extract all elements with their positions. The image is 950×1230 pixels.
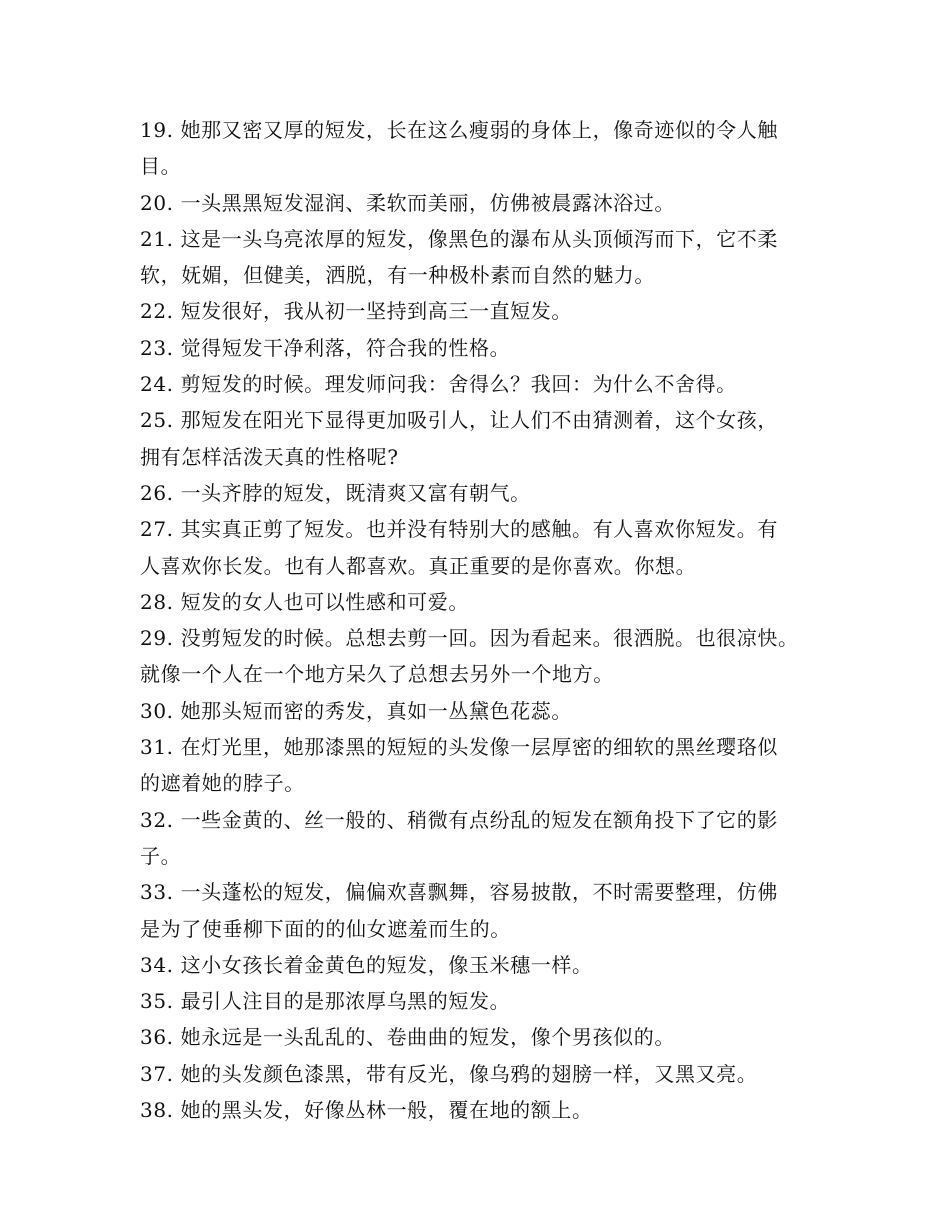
text-line: 的遮着她的脖子。: [140, 771, 305, 796]
text-line: 软，妩媚，但健美，洒脱，有一种极朴素而自然的魅力。: [140, 263, 655, 288]
text-line: 31. 在灯光里，她那漆黑的短短的头发像一层厚密的细软的黑丝璎珞似: [140, 735, 778, 760]
text-line: 21. 这是一头乌亮浓厚的短发，像黑色的瀑布从头顶倾泻而下，它不柔: [140, 226, 778, 251]
text-line: 拥有怎样活泼天真的性格呢?: [140, 444, 399, 469]
text-line: 28. 短发的女人也可以性感和可爱。: [140, 589, 469, 614]
text-line: 23. 觉得短发干净利落，符合我的性格。: [140, 335, 511, 360]
text-line: 34. 这小女孩长着金黄色的短发，像玉米穗一样。: [140, 952, 593, 977]
text-line: 37. 她的头发颜色漆黑，带有反光，像乌鸦的翅膀一样，又黑又亮。: [140, 1061, 758, 1086]
text-line: 36. 她永远是一头乱乱的、卷曲曲的短发，像个男孩似的。: [140, 1025, 675, 1050]
text-line: 35. 最引人注目的是那浓厚乌黑的短发。: [140, 989, 511, 1014]
text-line: 是为了使垂柳下面的的仙女遮羞而生的。: [140, 916, 511, 941]
text-line: 子。: [140, 843, 182, 868]
text-line: 24. 剪短发的时候。理发师问我：舍得么？我回：为什么不舍得。: [140, 372, 737, 397]
text-line: 38. 她的黑头发，好像丛林一般，覆在地的额上。: [140, 1098, 593, 1123]
document-body: [140, 112, 828, 1128]
text-line: 就像一个人在一个地方呆久了总想去另外一个地方。: [140, 662, 614, 687]
text-line: 29. 没剪短发的时候。总想去剪一回。因为看起来。很洒脱。也很凉快。: [140, 626, 799, 651]
text-line: 30. 她那头短而密的秀发，真如一丛黛色花蕊。: [140, 698, 572, 723]
text-line: 目。: [140, 154, 182, 179]
text-line: 33. 一头蓬松的短发，偏偏欢喜飘舞，容易披散，不时需要整理，仿佛: [140, 880, 778, 905]
text-line: 25. 那短发在阳光下显得更加吸引人，让人们不由猜测着，这个女孩，: [140, 408, 778, 433]
text-line: 19. 她那又密又厚的短发，长在这么瘦弱的身体上，像奇迹似的令人触: [140, 118, 778, 142]
text-line: 22. 短发很好，我从初一坚持到高三一直短发。: [140, 299, 572, 324]
text-line: 27. 其实真正剪了短发。也并没有特别大的感触。有人喜欢你短发。有: [140, 517, 778, 542]
text-line: 人喜欢你长发。也有人都喜欢。真正重要的是你喜欢。你想。: [140, 553, 697, 578]
text-line: 32. 一些金黄的、丝一般的、稍微有点纷乱的短发在额角投下了它的影: [140, 807, 778, 832]
text-line: 26. 一头齐脖的短发，既清爽又富有朝气。: [140, 480, 531, 505]
text-line: 20. 一头黑黑短发湿润、柔软而美丽，仿佛被晨露沐浴过。: [140, 190, 675, 215]
